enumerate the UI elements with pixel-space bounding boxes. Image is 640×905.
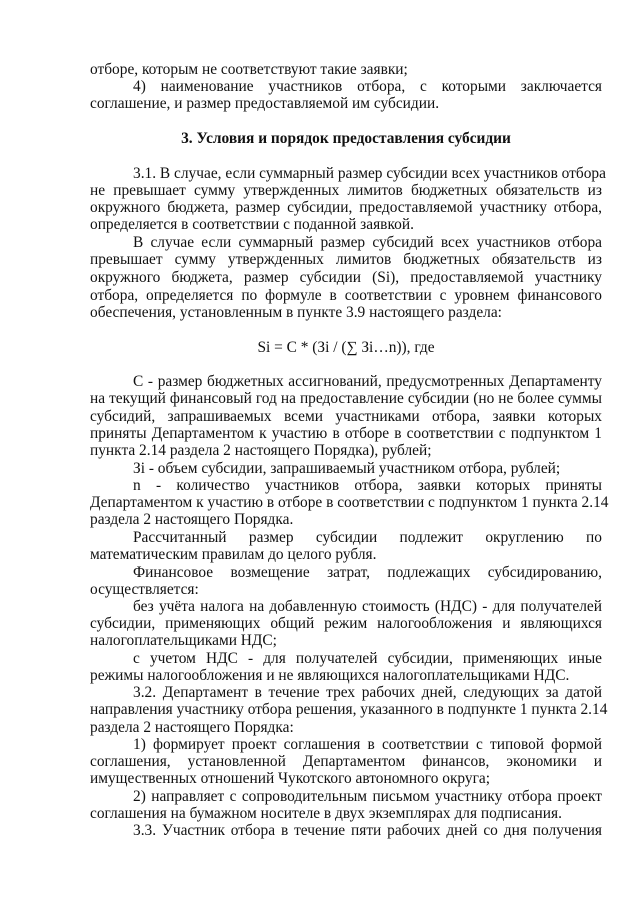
p32-line-4: отбора, определяется по формуле в соответствии с уровнем финансового xyxy=(90,287,602,304)
p31-line-4: определяется в соответствии с поданной заявкой. xyxy=(90,216,414,233)
item1-line-3: имущественных отношений Чукотского автономного округа; xyxy=(90,770,491,787)
subsidy-formula: Si = C * (Зi / (∑ Зi…n)), где xyxy=(257,339,435,356)
def-n-line-2: Департаментом к участию в отборе в соответствии с подпунктом 1 пункта 2.14 xyxy=(90,494,609,511)
p32-line-1: В случае если суммарный размер субсидий всех участников отбора xyxy=(133,234,602,251)
intro-line-3: соглашение, и размер предоставляемой им субсидии. xyxy=(90,95,440,112)
p31-line-3: окружного бюджета, размер субсидии, предоставляемой участнику отбора, xyxy=(90,199,602,216)
p32-line-5: обеспечения, установленным в пункте 3.9 настоящего раздела: xyxy=(90,304,502,321)
p31-line-2: не превышает сумму утвержденных лимитов бюджетных обязательств из xyxy=(90,182,602,199)
def-c-line-5: пункта 2.14 раздела 2 настоящего Порядка), рублей; xyxy=(90,442,432,459)
rounding-line-1: Рассчитанный размер субсидии подлежит округлению по xyxy=(133,529,602,546)
p32b-line-2: направления участнику отбора решения, указанного в подпункте 1 пункта 2.14 xyxy=(90,701,608,718)
def-z: Зi - объем субсидии, запрашиваемый участником отбора, рублей; xyxy=(133,460,561,477)
def-c-line-1: С - размер бюджетных ассигнований, предусмотренных Департаменту xyxy=(133,373,602,390)
p32b-line-1: 3.2. Департамент в течение трех рабочих дней, следующих за датой xyxy=(133,684,602,701)
p32-line-3: окружного бюджета, размер субсидии (Si), предоставляемой участнику xyxy=(90,269,602,286)
item2-line-1: 2) направляет с сопроводительным письмом участнику отбора проект xyxy=(133,788,602,805)
item2-line-2: соглашения на бумажном носителе в двух экземплярах для подписания. xyxy=(90,805,562,822)
p31-line-1: 3.1. В случае, если суммарный размер субсидии всех участников отбора xyxy=(133,165,606,182)
vat-line-1: с учетом НДС - для получателей субсидии, применяющих иные xyxy=(133,650,602,667)
finance-line-1: Финансовое возмещение затрат, подлежащих субсидированию, xyxy=(133,564,602,581)
intro-item-4: 4) наименование участников отбора, с которыми заключается xyxy=(133,78,602,95)
def-n-line-3: раздела 2 настоящего Порядка. xyxy=(90,511,294,528)
intro-line-1: отборе, которым не соответствуют такие заявки; xyxy=(90,61,408,78)
item1-line-1: 1) формирует проект соглашения в соответствии с типовой формой xyxy=(133,736,602,753)
def-c-line-2: на текущий финансовый год на предоставление субсидии (но не более суммы xyxy=(90,390,602,407)
finance-line-2: осуществляется: xyxy=(90,581,199,598)
def-c-line-4: приняты Департаментом к участию в отборе в соответствии с подпунктом 1 xyxy=(90,425,602,442)
novat-line-1: без учёта налога на добавленную стоимость (НДС) - для получателей xyxy=(133,598,602,615)
p33-line-1: 3.3. Участник отбора в течение пяти рабочих дней со дня получения xyxy=(133,822,602,839)
p32b-line-3: раздела 2 настоящего Порядка: xyxy=(90,719,294,736)
novat-line-2: субсидии, применяющих общий режим налогообложения и являющихся xyxy=(90,615,602,632)
p32-line-2: превышает сумму утвержденных лимитов бюджетных обязательств из xyxy=(90,251,602,268)
item1-line-2: соглашения, установленной Департаментом финансов, экономики и xyxy=(90,753,602,770)
def-n-line-1: n - количество участников отбора, заявки которых приняты xyxy=(133,477,602,494)
rounding-line-2: математическим правилам до целого рубля. xyxy=(90,546,377,563)
novat-line-3: налогоплательщиками НДС; xyxy=(90,632,277,649)
section-heading: 3. Условия и порядок предоставления субсидии xyxy=(181,130,511,147)
vat-line-2: режимы налогообложения и не являющихся налогоплательщиками НДС. xyxy=(90,667,570,684)
def-c-line-3: субсидий, запрашиваемых всеми участниками отбора, заявки которых xyxy=(90,408,602,425)
